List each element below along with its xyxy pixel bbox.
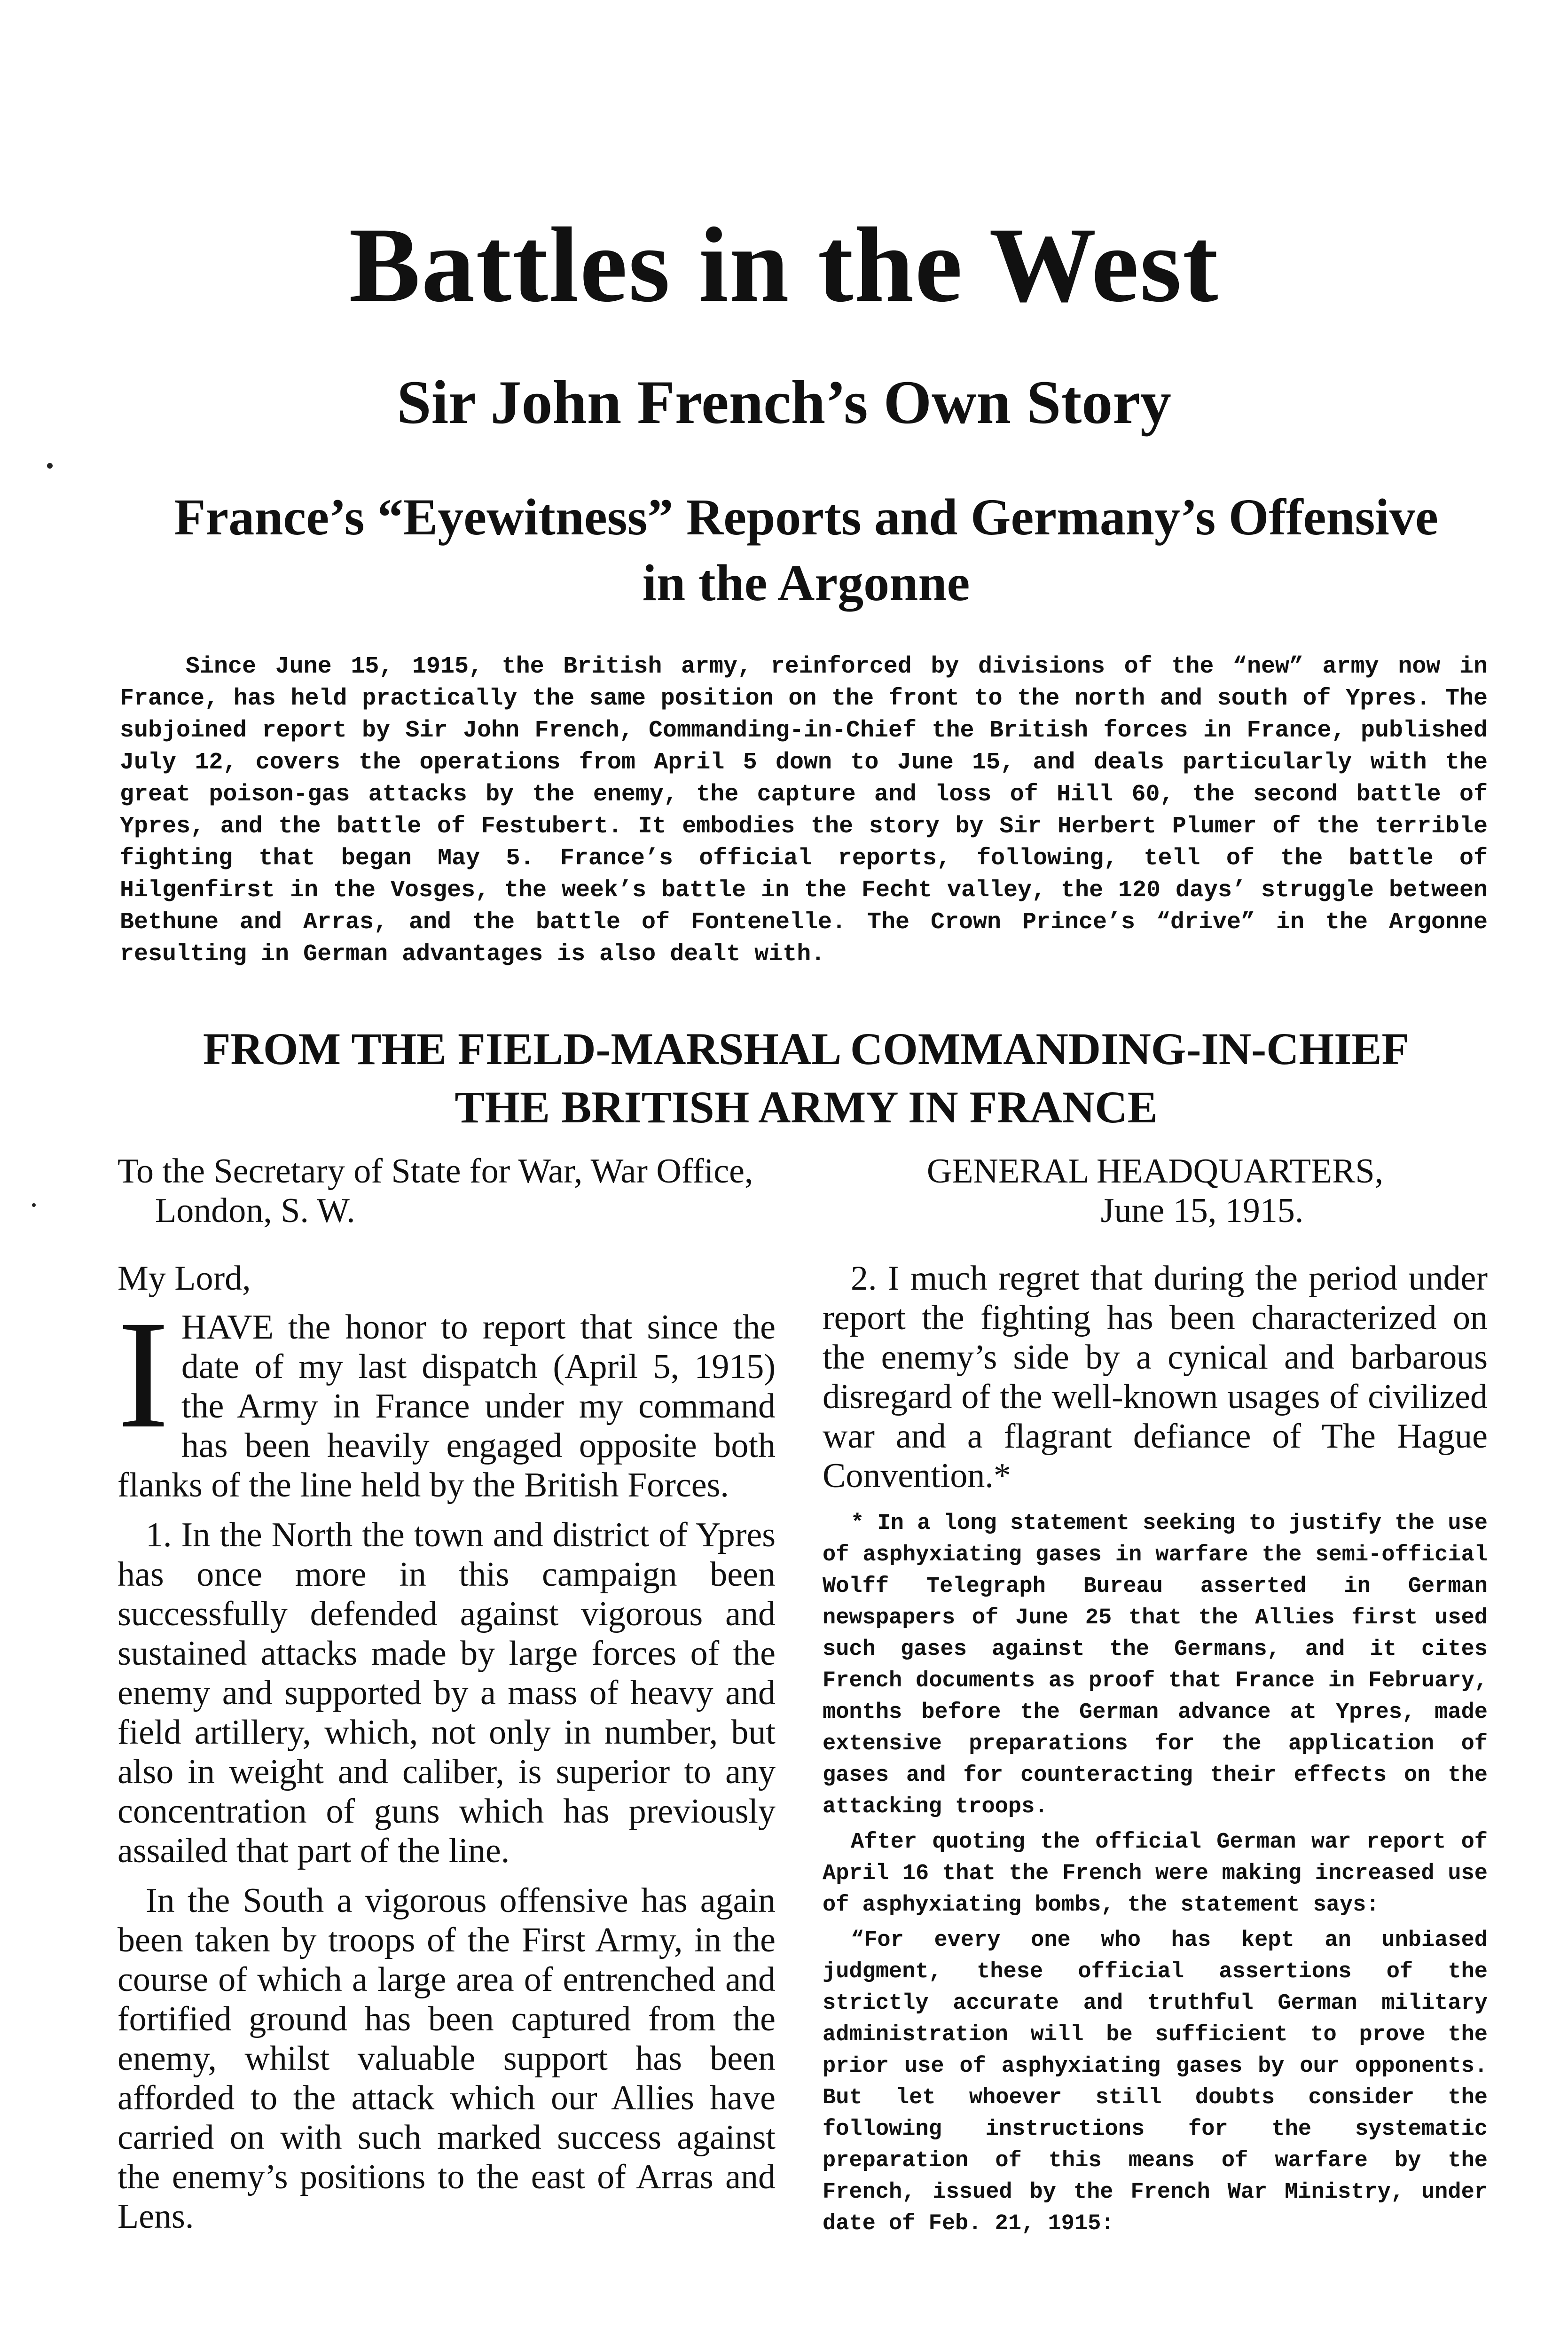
salutation: My Lord, bbox=[118, 1259, 251, 1298]
footnote-paragraph-2: After quoting the official German war report of April 16 that the French were making increased use of asphyxiating bombs, the statement says: bbox=[823, 1830, 1488, 1918]
intro-paragraph: Since June 15, 1915, the British army, reinforced by divisions of the “new” army now in France, has held practically the same position on the front to the north and south of Ypres. The subjoined report by Sir John French, Commanding-in-Chief the British forces in France, published July 12, covers the operations from April 5 down to June 15, and deals particularly with the great poison-gas attacks by the enemy, the capture and loss of Hill 60, the second battle of Ypres, and the battle of Festubert. It embodies the story by Sir Herbert Plumer of the terrible fighting that began May 5. France’s official reports, following, tell of the battle of Hilgenfirst in the Vosges, the week’s battle in the Fecht valley, the 120 days’ struggle between Bethune and Arras, and the battle of Fontenelle. The Crown Prince’s “drive” in the Argonne resulting in German advantages is also dealt with. bbox=[120, 653, 1488, 968]
paragraph-1: 1. In the North the town and district of Ypres has once more in this campaign been successfully defended against vigorous and sustained attacks made by large forces of the enemy and supported by a mass of heavy and field artillery, which, not only in number, but also in weight and caliber, is superior to any concentration of guns which has previously assailed that part of the line. bbox=[118, 1516, 776, 1870]
page-subtitle: Sir John French’s Own Story bbox=[397, 368, 1171, 437]
opening-paragraph-text: HAVE the honor to report that since the date of my last dispatch (April 5, 1915) the Army in France under my command has been heavily engaged opposite both flanks of the line held by the British Forces. bbox=[118, 1308, 776, 1504]
subheading-line-1: France’s “Eyewitness” Reports and Germany’s Offensive bbox=[174, 488, 1438, 546]
section-heading-line-2: THE BRITISH ARMY IN FRANCE bbox=[455, 1082, 1158, 1132]
right-column bbox=[823, 1152, 1488, 2243]
opening-paragraph bbox=[118, 1289, 776, 1505]
drop-cap: I bbox=[118, 1289, 169, 1460]
subheading-line-2: in the Argonne bbox=[642, 554, 970, 611]
stray-mark bbox=[47, 463, 53, 469]
headquarters-date: June 15, 1915. bbox=[1100, 1191, 1304, 1230]
paragraph-south: In the South a vigorous offensive has again been taken by troops of the First Army, in the course of which a large area of entrenched and fortified ground has been captured from the enemy, whilst valuable support has been afforded to the attack which our Allies have carried on with such marked success against the enemy’s positions to the east of Arras and Lens. bbox=[118, 1881, 776, 2236]
addressee: To the Secretary of State for War, War Office, London, S. W. bbox=[118, 1152, 753, 1230]
section-heading-line-1: FROM THE FIELD-MARSHAL COMMANDING-IN-CHIEF bbox=[203, 1024, 1410, 1074]
page-title: Battles in the West bbox=[349, 206, 1219, 324]
paragraph-2: 2. I much regret that during the period under report the fighting has been characterized on the enemy’s side by a cynical and barbarous disregard of the well-known usages of civilized war and a flagrant defiance of The Hague Convention.* bbox=[823, 1259, 1488, 1495]
footnote-paragraph-3: “For every one who has kept an unbiased judgment, these official assertions of the strictly accurate and truthful German military administration will be sufficient to prove the prior use of asphyxiating gases by our opponents. But let whoever still doubts consider the following instructions for the systematic preparation of this means of warfare by the French, issued by the French War Ministry, under date of Feb. 21, 1915: bbox=[823, 1928, 1488, 2236]
section-heading bbox=[118, 1020, 1495, 1136]
footnote bbox=[823, 1508, 1488, 2240]
left-column bbox=[118, 1152, 776, 2247]
headquarters-label: GENERAL HEADQUARTERS, bbox=[926, 1152, 1384, 1191]
stray-mark bbox=[32, 1203, 36, 1207]
footnote-paragraph-1: * In a long statement seeking to justify the use of asphyxiating gases in warfare the semi-official Wolff Telegraph Bureau asserted in German newspapers of June 25 that the Allies first used such gases against the Germans, and it cites French documents as proof that France in February, months before the German advance at Ypres, made extensive preparations for the application of gases and for counteracting their effects on the attacking troops. bbox=[823, 1511, 1488, 1819]
page-subheading bbox=[118, 484, 1495, 616]
